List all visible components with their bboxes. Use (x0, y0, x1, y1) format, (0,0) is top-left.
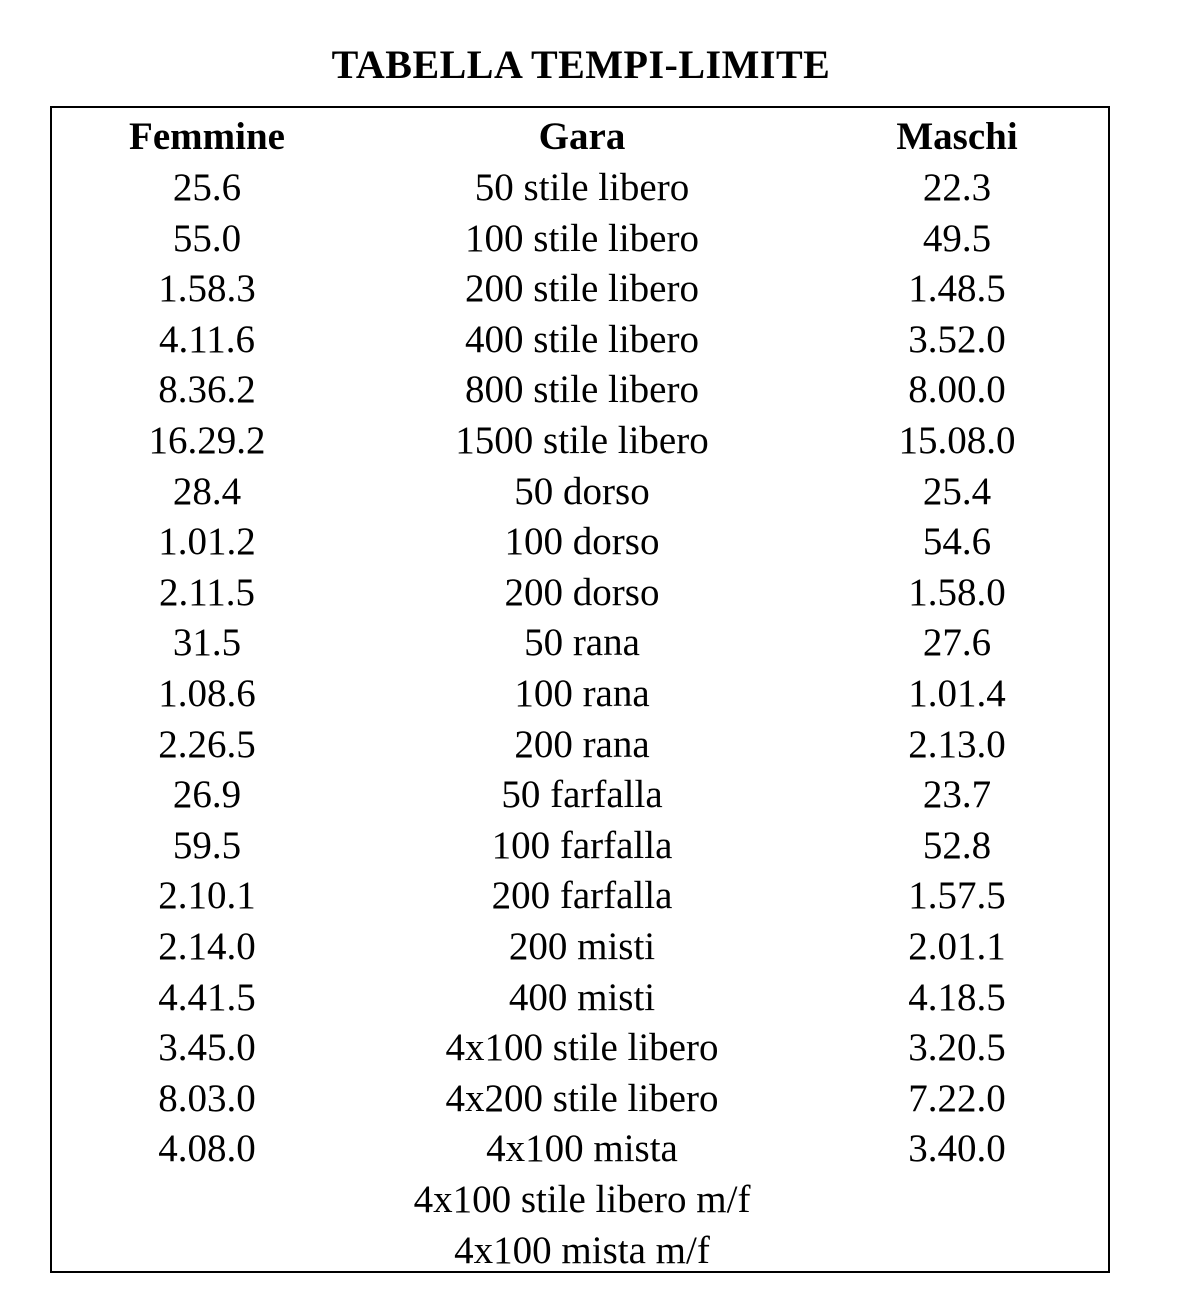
page-title: TABELLA TEMPI-LIMITE (331, 42, 831, 87)
cell-maschi: 8.00.0 (908, 368, 1006, 412)
cell-femmine (82, 1226, 332, 1276)
table-row (52, 264, 1108, 314)
cell-maschi (832, 1175, 1082, 1225)
cell-femmine: 8.03.0 (158, 1076, 256, 1120)
cell-femmine: 25.6 (172, 166, 242, 209)
table-header-row (52, 112, 1108, 162)
table-row (52, 1175, 1108, 1225)
table-row (52, 517, 1108, 567)
cell-femmine: 26.9 (172, 773, 242, 817)
cell-maschi: 54.6 (922, 520, 992, 564)
cell-gara: 800 stile libero (465, 368, 699, 412)
cell-maschi: 1.48.5 (908, 267, 1006, 311)
table-row (52, 618, 1108, 668)
cell-gara: 50 farfalla (501, 773, 663, 817)
cell-maschi: 2.13.0 (908, 722, 1006, 766)
table-row (52, 1074, 1108, 1124)
table-row (52, 568, 1108, 618)
cell-maschi (832, 1226, 1082, 1276)
cell-femmine: 31.5 (172, 621, 242, 665)
table-row (52, 669, 1108, 719)
cell-femmine: 8.36.2 (158, 368, 256, 412)
cell-maschi: 7.22.0 (908, 1076, 1006, 1120)
table-row (52, 871, 1108, 921)
cell-femmine: 28.4 (172, 469, 242, 513)
cell-femmine: 1.08.6 (158, 672, 256, 715)
cell-maschi: 25.4 (922, 469, 992, 513)
cell-femmine: 2.14.0 (158, 925, 256, 968)
cell-gara: 100 farfalla (491, 823, 673, 867)
time-limits-table (50, 106, 1110, 1273)
table-row (52, 1124, 1108, 1174)
cell-maschi: 1.58.0 (908, 570, 1006, 614)
cell-gara: 100 dorso (504, 520, 660, 564)
table-row (52, 720, 1108, 770)
cell-femmine: 3.45.0 (158, 1026, 256, 1070)
cell-femmine: 16.29.2 (148, 419, 266, 462)
cell-gara: 100 stile libero (465, 216, 699, 260)
cell-gara: 200 farfalla (491, 874, 673, 918)
cell-gara: 100 rana (514, 672, 650, 715)
table-row (52, 315, 1108, 365)
cell-gara: 4x100 mista m/f (454, 1228, 710, 1272)
cell-gara: 4x100 stile libero m/f (413, 1178, 751, 1221)
table-row (52, 467, 1108, 517)
cell-maschi: 1.57.5 (908, 874, 1006, 918)
header-femmine: Femmine (129, 115, 285, 158)
cell-femmine: 1.58.3 (158, 267, 256, 311)
cell-maschi: 49.5 (922, 216, 992, 260)
cell-maschi: 52.8 (922, 823, 992, 867)
cell-maschi: 1.01.4 (908, 672, 1006, 715)
cell-femmine (82, 1175, 332, 1225)
cell-gara: 50 dorso (514, 469, 650, 513)
cell-femmine: 4.08.0 (158, 1127, 256, 1171)
table-row (52, 1023, 1108, 1073)
cell-gara: 200 stile libero (465, 267, 699, 311)
cell-gara: 200 dorso (504, 570, 660, 614)
cell-gara: 200 rana (514, 722, 650, 766)
cell-femmine: 55.0 (172, 216, 242, 260)
table-row (52, 416, 1108, 466)
cell-gara: 4x200 stile libero (445, 1076, 719, 1120)
cell-maschi: 22.3 (922, 166, 992, 209)
cell-maschi: 27.6 (922, 621, 992, 665)
cell-maschi: 3.52.0 (908, 317, 1006, 361)
cell-maschi: 3.20.5 (908, 1026, 1006, 1070)
table-row (52, 922, 1108, 972)
cell-gara: 50 rana (524, 621, 640, 665)
table-row (52, 1226, 1108, 1276)
cell-femmine: 1.01.2 (158, 520, 256, 564)
cell-gara: 200 misti (508, 925, 656, 968)
cell-femmine: 4.11.6 (158, 317, 256, 361)
cell-gara: 4x100 stile libero (445, 1026, 719, 1070)
table-row (52, 973, 1108, 1023)
cell-gara: 400 stile libero (465, 317, 699, 361)
cell-gara: 50 stile libero (474, 166, 690, 209)
cell-femmine: 2.10.1 (158, 874, 256, 918)
cell-maschi: 15.08.0 (898, 419, 1016, 462)
cell-femmine: 2.11.5 (158, 570, 256, 614)
cell-gara: 1500 stile libero (455, 419, 709, 462)
table-row (52, 214, 1108, 264)
cell-femmine: 4.41.5 (158, 975, 256, 1019)
cell-maschi: 3.40.0 (908, 1127, 1006, 1171)
table-row (52, 821, 1108, 871)
table-row (52, 365, 1108, 415)
cell-maschi: 23.7 (922, 773, 992, 817)
cell-femmine: 59.5 (172, 823, 242, 867)
cell-maschi: 2.01.1 (908, 925, 1006, 968)
table-row (52, 163, 1108, 213)
header-gara: Gara (538, 115, 626, 158)
table-row (52, 770, 1108, 820)
header-maschi: Maschi (896, 115, 1018, 158)
cell-gara: 4x100 mista (486, 1127, 678, 1171)
cell-femmine: 2.26.5 (158, 722, 256, 766)
cell-maschi: 4.18.5 (908, 975, 1006, 1019)
cell-gara: 400 misti (508, 975, 656, 1019)
